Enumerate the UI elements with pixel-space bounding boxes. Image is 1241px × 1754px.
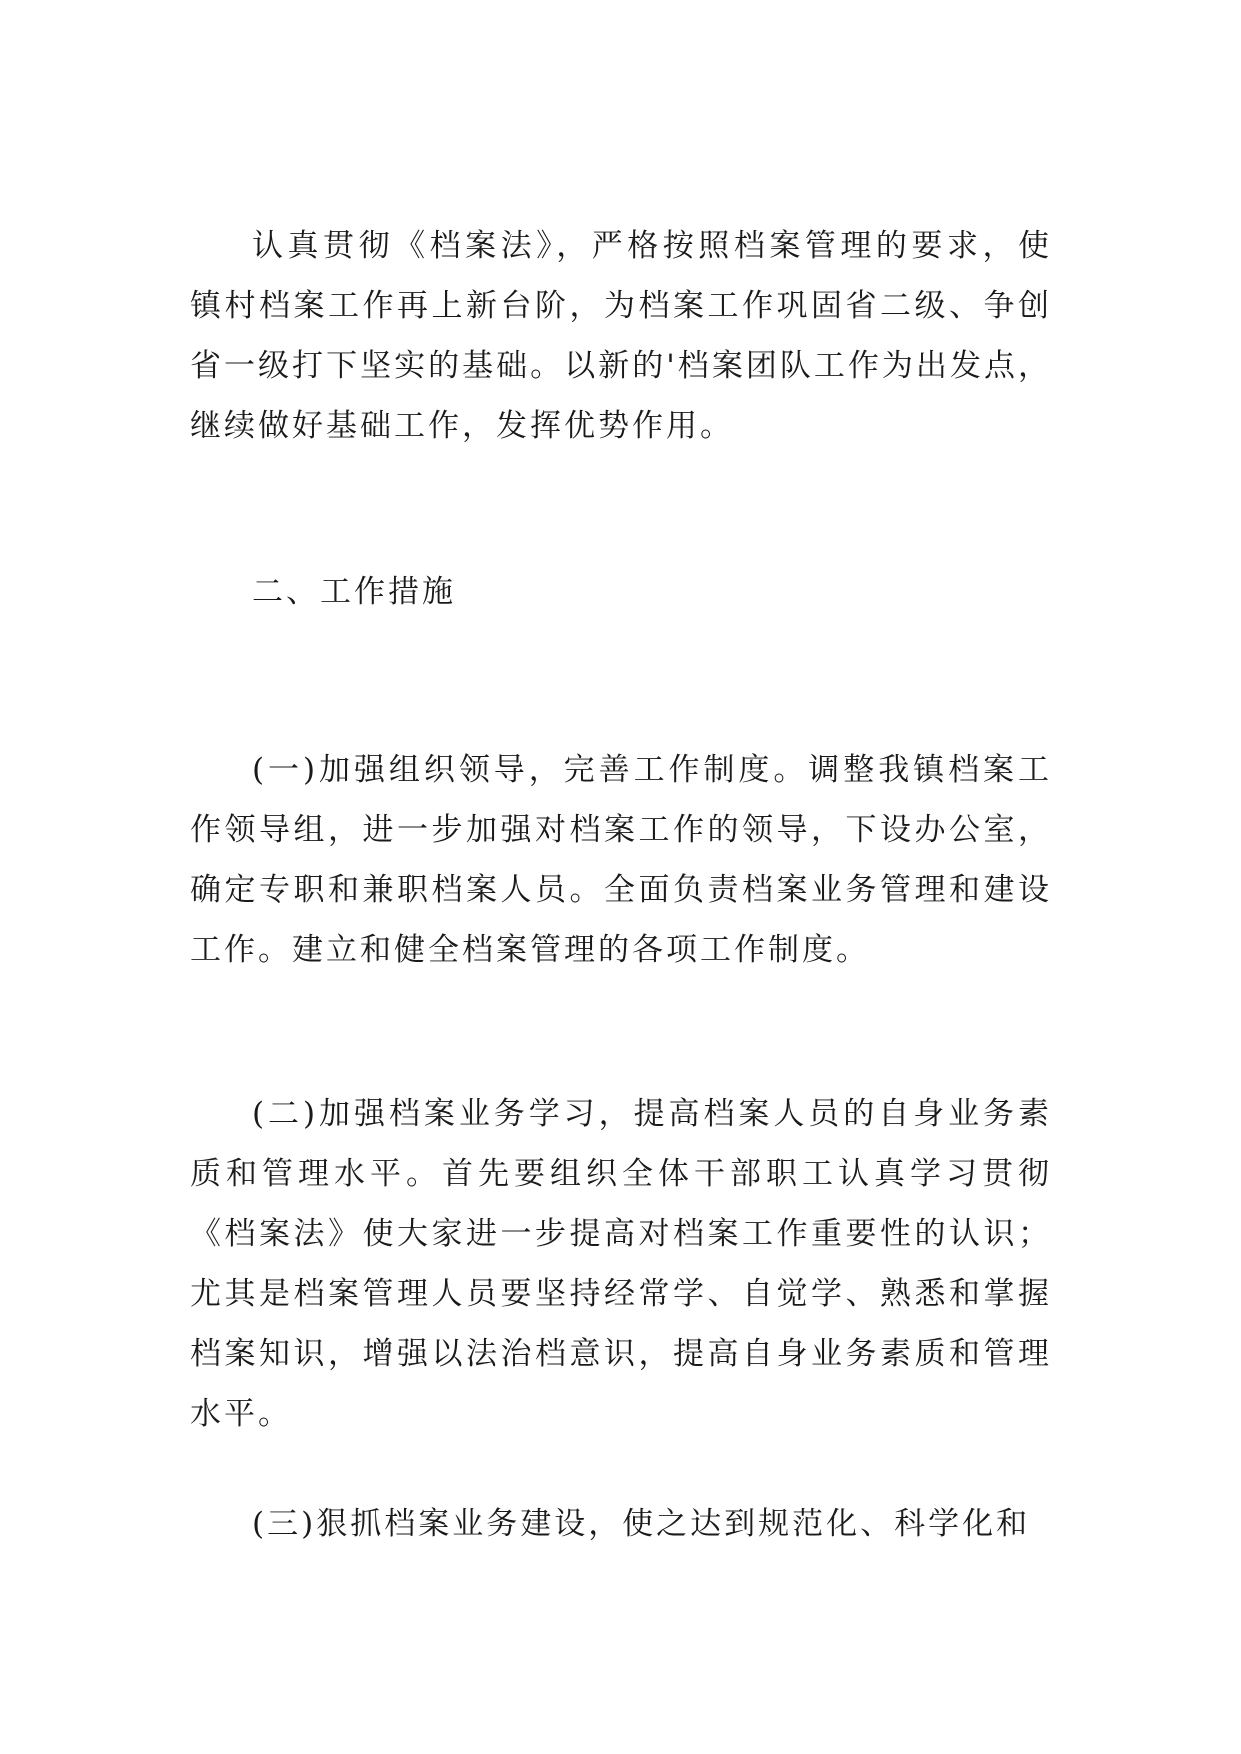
body-paragraph: (二)加强档案业务学习，提高档案人员的自身业务素质和管理水平。首先要组织全体干部职工认真学习贯彻《档案法》使大家进一步提高对档案工作重要性的认识；尤其是档案管理人员要坚持经常学、自觉学、熟悉和掌握档案知识，增强以法治档意识，提高自身业务素质和管理水平。	[190, 1096, 1052, 1432]
body-paragraph: 认真贯彻《档案法》，严格按照档案管理的要求，使镇村档案工作再上新台阶，为档案工作巩固省二级、争创省一级打下坚实的基础。以新的'档案团队工作为出发点，继续做好基础工作，发挥优势作用。	[190, 228, 1052, 444]
body-paragraph: (一)加强组织领导，完善工作制度。调整我镇档案工作领导组，进一步加强对档案工作的领导，下设办公室，确定专职和兼职档案人员。全面负责档案业务管理和建设工作。建立和健全档案管理的各项工作制度。	[190, 752, 1052, 968]
body-paragraph: (三)狠抓档案业务建设，使之达到规范化、科学化和	[252, 1506, 1031, 1542]
section-heading: 二、工作措施	[252, 574, 456, 610]
